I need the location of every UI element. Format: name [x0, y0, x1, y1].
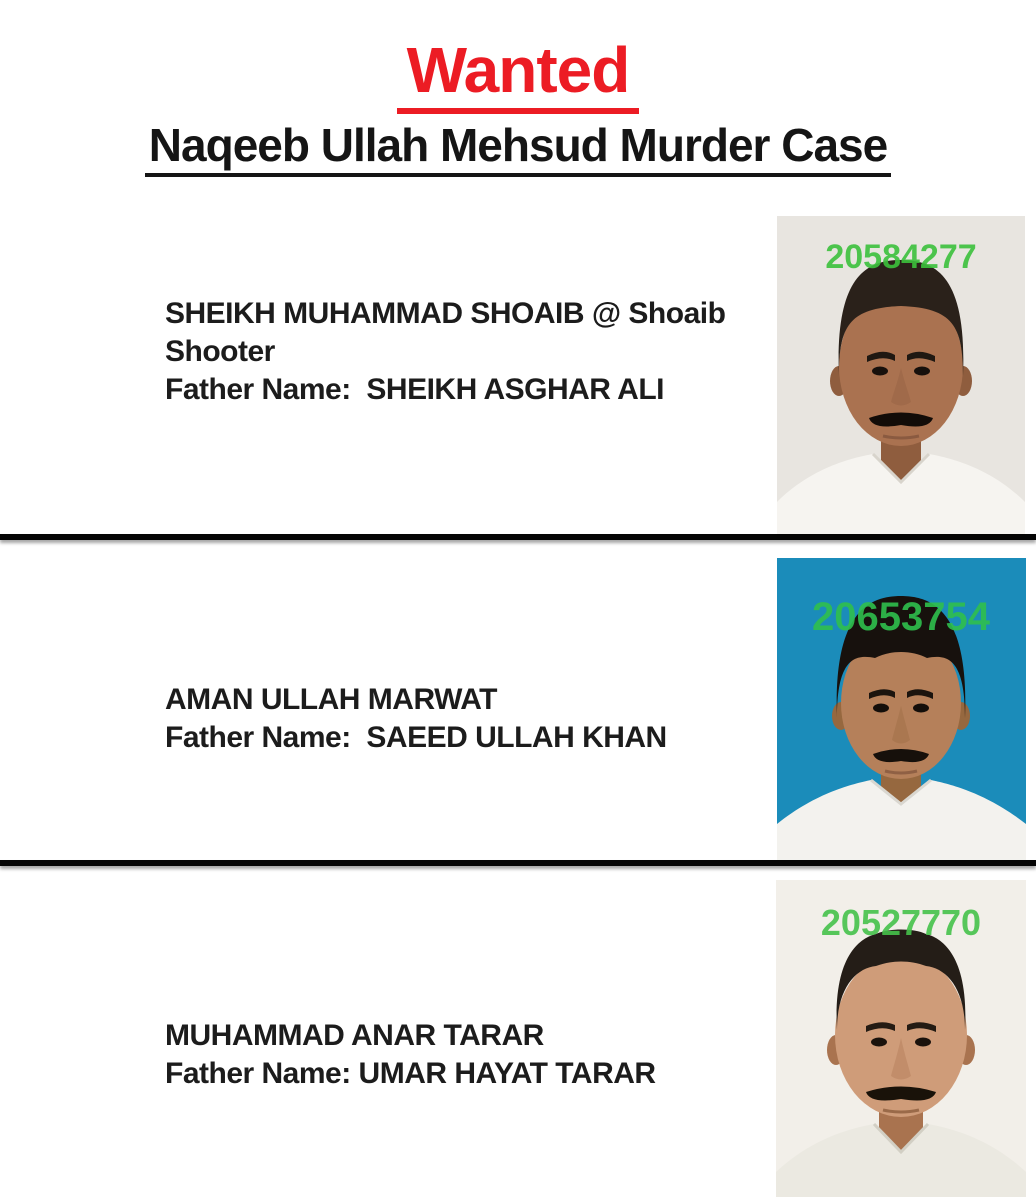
photo-id-number: 20584277: [825, 238, 977, 276]
photo-id-number: 20527770: [820, 902, 982, 943]
portrait-eye: [913, 704, 929, 713]
suspect-photo-3: [776, 880, 1026, 1197]
suspect-row-3-info: [165, 1017, 785, 1093]
suspect-row-1-info: [165, 295, 785, 409]
portrait-3: [776, 880, 1026, 1197]
portrait-eye: [871, 1038, 887, 1047]
wanted-title: Wanted: [397, 34, 640, 114]
suspect-name: AMAN ULLAH MARWAT: [165, 683, 498, 716]
suspect-photo-2: [777, 558, 1026, 860]
section-divider: [0, 534, 1036, 540]
father-name: Father Name: SAEED ULLAH KHAN: [165, 721, 667, 754]
suspect-photo-1: [777, 216, 1025, 534]
portrait-1: [777, 216, 1025, 534]
case-subtitle: [0, 120, 1036, 177]
portrait-eye: [873, 704, 889, 713]
suspect-row-2-info: [165, 681, 785, 757]
suspect-name: MUHAMMAD ANAR TARAR: [165, 1019, 544, 1052]
suspect-name: SHEIKH MUHAMMAD SHOAIB @ Shoaib Shooter: [165, 297, 726, 368]
section-divider: [0, 860, 1036, 866]
portrait-eye: [914, 367, 930, 376]
portrait-eye: [872, 367, 888, 376]
photo-id-number: 20653754: [812, 595, 990, 639]
portrait-eye: [915, 1038, 931, 1047]
father-name: Father Name: UMAR HAYAT TARAR: [165, 1057, 656, 1090]
case-subtitle-text: Naqeeb Ullah Mehsud Murder Case: [145, 120, 891, 177]
header: [0, 0, 1036, 177]
portrait-2: [777, 558, 1026, 860]
father-name: Father Name: SHEIKH ASGHAR ALI: [165, 373, 665, 406]
